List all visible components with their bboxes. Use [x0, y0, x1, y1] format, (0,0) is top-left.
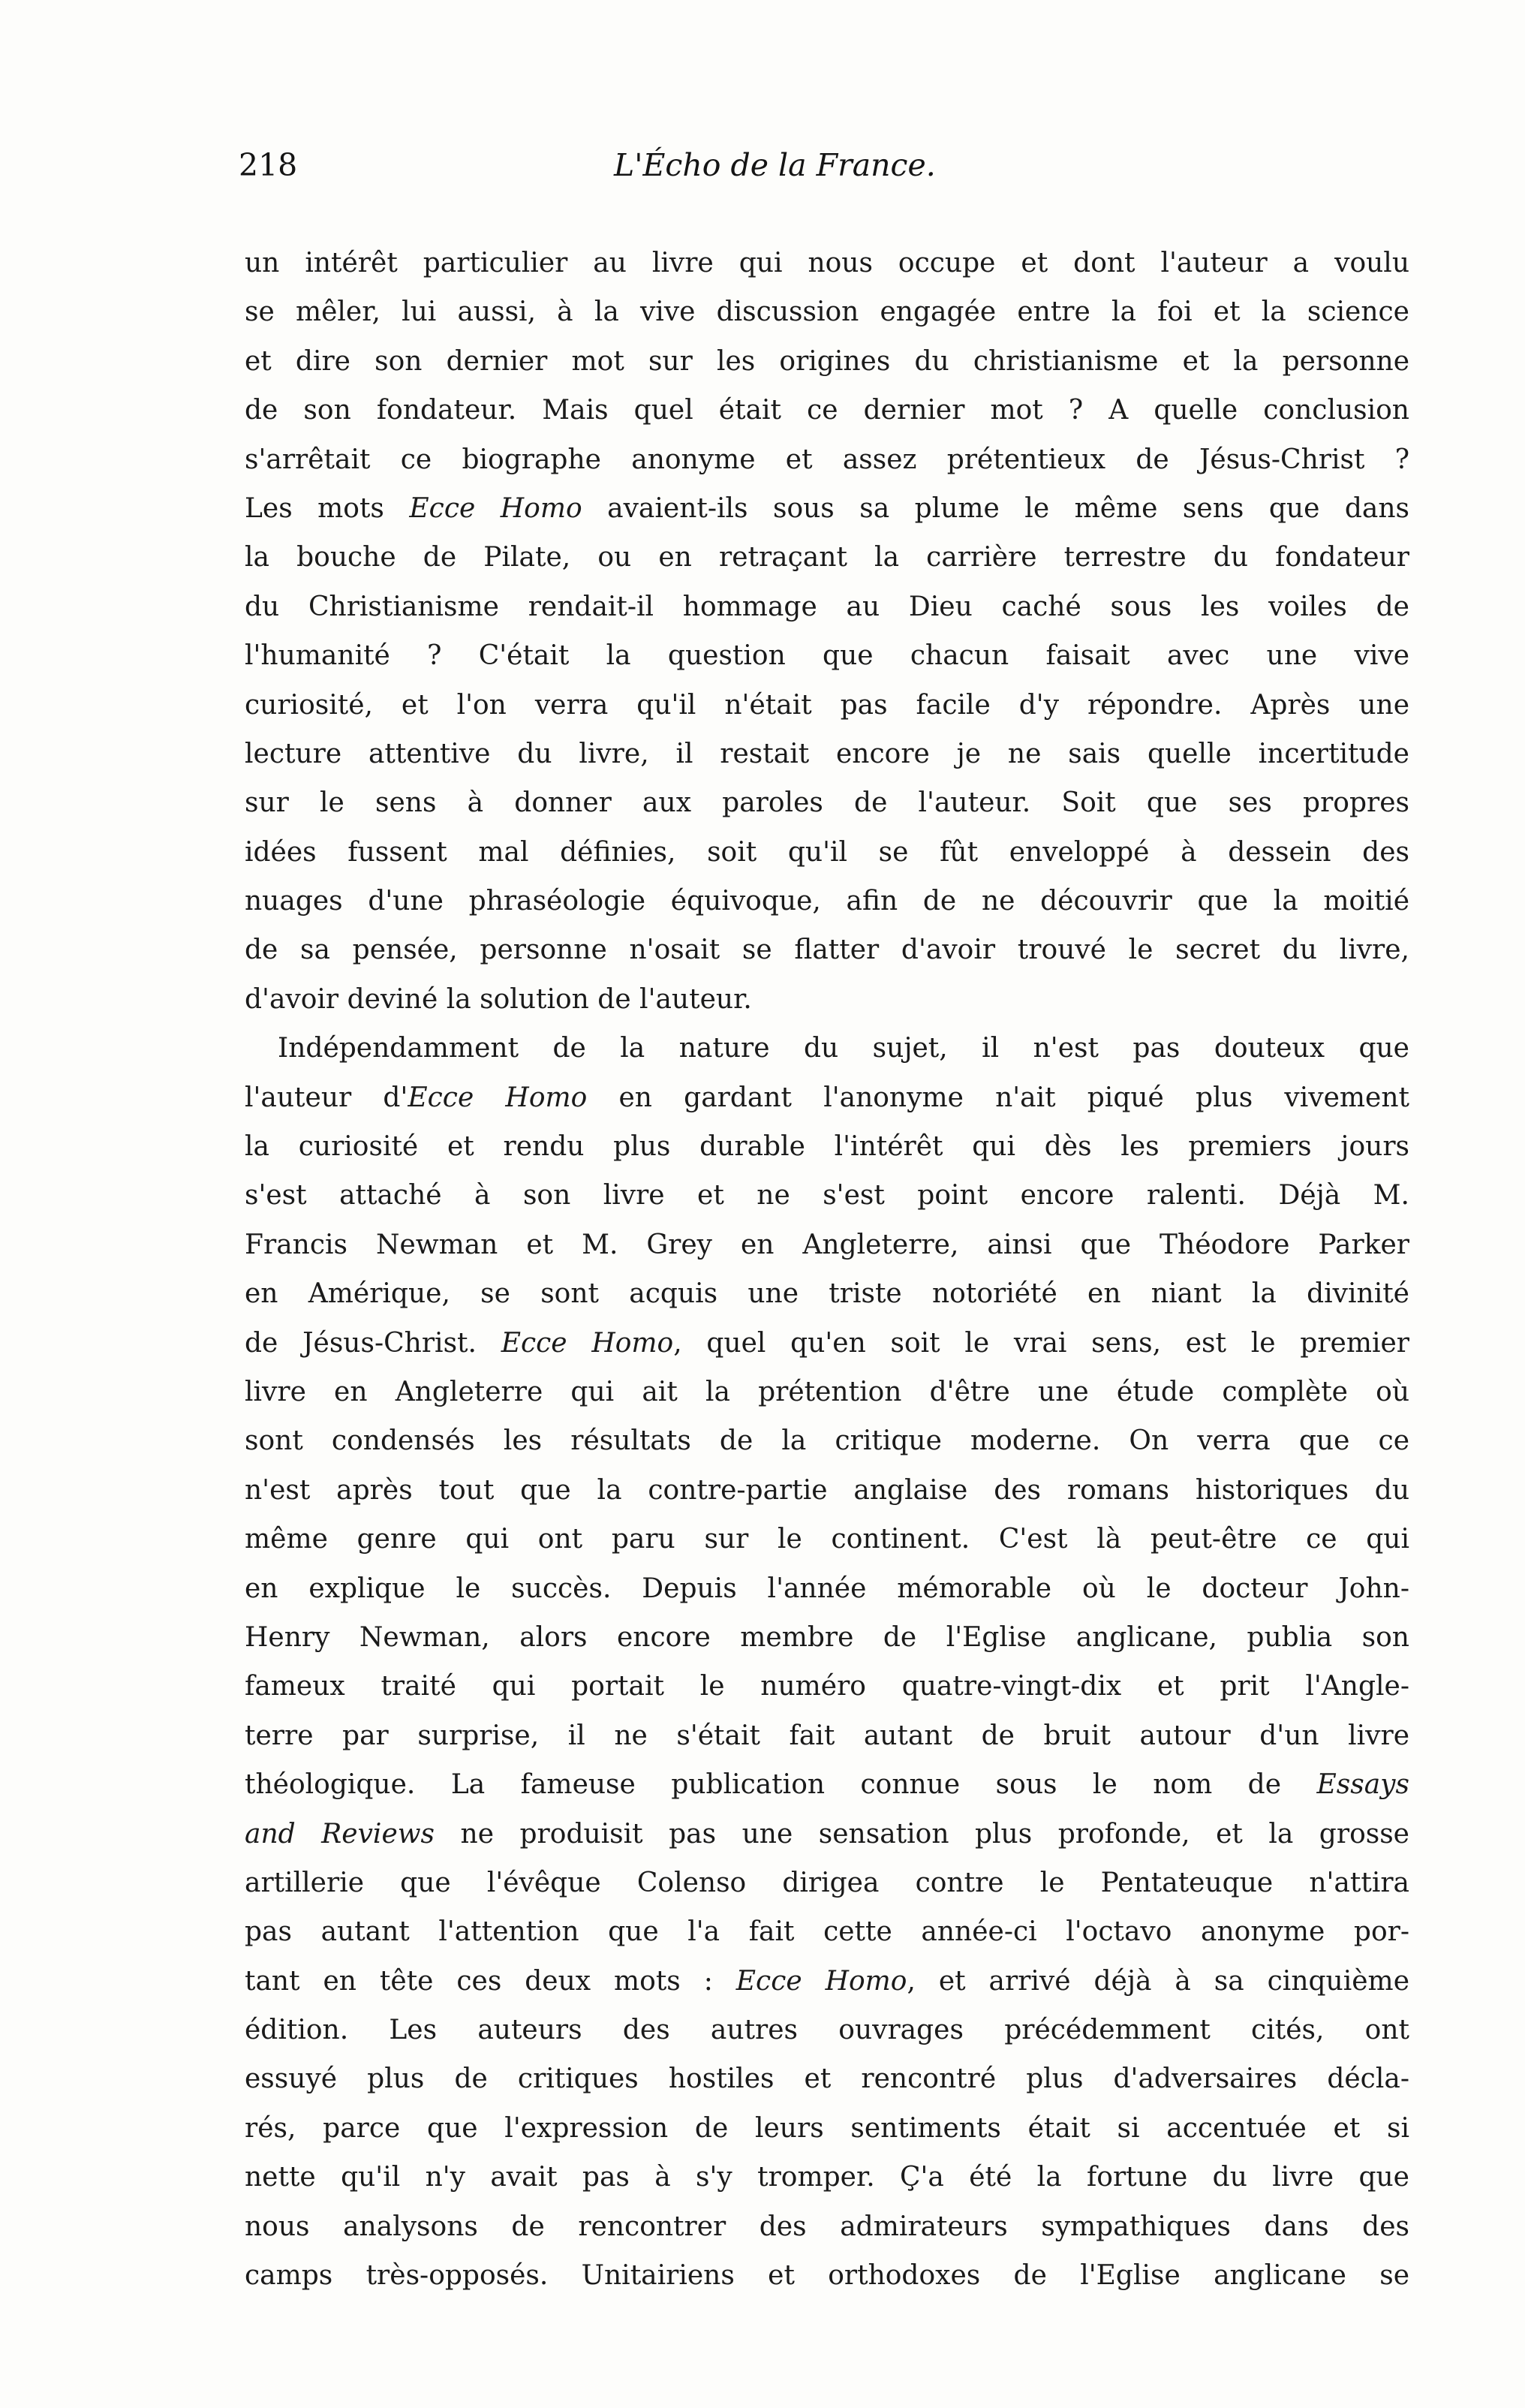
- text-line: fameux traité qui portait le numéro quatre-vingt-dix et prit l'Angle-: [245, 1671, 1409, 1702]
- text-line: pas autant l'attention que l'a fait cette année-ci l'octavo anonyme por-: [245, 1916, 1409, 1948]
- text-line: de Jésus-Christ. Ecce Homo, quel qu'en soit le vrai sens, est le premier: [245, 1327, 1409, 1359]
- text-line: artillerie que l'évêque Colenso dirigea contre le Pentateuque n'attira: [245, 1867, 1409, 1898]
- text-line: sont condensés les résultats de la critique moderne. On verra que ce: [245, 1425, 1409, 1457]
- text-line: curiosité, et l'on verra qu'il n'était pas facile d'y répondre. Après une: [245, 689, 1409, 721]
- running-title: L'Écho de la France.: [614, 147, 936, 183]
- text-line: d'avoir deviné la solution de l'auteur.: [245, 983, 752, 1015]
- text-line: camps très-opposés. Unitairiens et orthodoxes de l'Eglise anglicane se: [245, 2260, 1409, 2292]
- text-line: édition. Les auteurs des autres ouvrages précédemment cités, ont: [245, 2015, 1409, 2046]
- text-line: terre par surprise, il ne s'était fait autant de bruit autour d'un livre: [245, 1720, 1409, 1751]
- text-line: théologique. La fameuse publication connue sous le nom de Essays: [245, 1769, 1409, 1801]
- running-head: [239, 147, 1409, 200]
- text-line: en Amérique, se sont acquis une triste notoriété en niant la divinité: [245, 1278, 1409, 1310]
- text-line: Francis Newman et M. Grey en Angleterre, ainsi que Théodore Parker: [245, 1229, 1409, 1260]
- text-line: idées fussent mal définies, soit qu'il se fût enveloppé à dessein des: [245, 836, 1409, 868]
- text-line: et dire son dernier mot sur les origines du christianisme et la personne: [245, 345, 1409, 377]
- text-line: s'est attaché à son livre et ne s'est point encore ralenti. Déjà M.: [245, 1180, 1409, 1212]
- text-line: Les mots Ecce Homo avaient-ils sous sa plume le même sens que dans: [245, 492, 1409, 524]
- text-line: nuages d'une phraséologie équivoque, afin de ne découvrir que la moitié: [245, 886, 1409, 917]
- text-line: se mêler, lui aussi, à la vive discussion engagée entre la foi et la science: [245, 296, 1409, 328]
- text-line: and Reviews ne produisit pas une sensation plus profonde, et la grosse: [245, 1818, 1409, 1850]
- text-line: l'auteur d'Ecce Homo en gardant l'anonyme n'ait piqué plus vivement: [245, 1082, 1409, 1113]
- text-line: de sa pensée, personne n'osait se flatter d'avoir trouvé le secret du livre,: [245, 935, 1409, 966]
- text-line: livre en Angleterre qui ait la prétention d'être une étude complète où: [245, 1376, 1409, 1407]
- text-line: du Christianisme rendait-il hommage au Dieu caché sous les voiles de: [245, 591, 1409, 622]
- text-line: n'est après tout que la contre-partie anglaise des romans historiques du: [245, 1474, 1409, 1506]
- page-number: 218: [239, 147, 298, 183]
- text-line: nous analysons de rencontrer des admirateurs sympathiques dans des: [245, 2211, 1409, 2242]
- text-line: un intérêt particulier au livre qui nous occupe et dont l'auteur a voulu: [245, 248, 1409, 278]
- text-line: la bouche de Pilate, ou en retraçant la carrière terrestre du fondateur: [245, 542, 1409, 573]
- text-line: Indépendamment de la nature du sujet, il n'est pas douteux que: [278, 1033, 1409, 1064]
- text-line: même genre qui ont paru sur le continent. C'est là peut-être ce qui: [245, 1524, 1409, 1555]
- text-line: l'humanité ? C'était la question que chacun faisait avec une vive: [245, 640, 1409, 672]
- text-line: tant en tête ces deux mots : Ecce Homo, et arrivé déjà à sa cinquième: [245, 1965, 1409, 1997]
- text-line: en explique le succès. Depuis l'année mémorable où le docteur John-: [245, 1573, 1409, 1604]
- text-line: Henry Newman, alors encore membre de l'Eglise anglicane, publia son: [245, 1621, 1409, 1653]
- text-line: nette qu'il n'y avait pas à s'y tromper. Ç'a été la fortune du livre que: [245, 2162, 1409, 2193]
- text-line: la curiosité et rendu plus durable l'intérêt qui dès les premiers jours: [245, 1131, 1409, 1163]
- body-text: [245, 239, 1409, 2300]
- text-line: essuyé plus de critiques hostiles et rencontré plus d'adversaires décla-: [245, 2063, 1409, 2095]
- text-line: lecture attentive du livre, il restait encore je ne sais quelle incertitude: [245, 738, 1409, 769]
- text-line: rés, parce que l'expression de leurs sentiments était si accentuée et si: [245, 2112, 1409, 2144]
- text-line: de son fondateur. Mais quel était ce dernier mot ? A quelle conclusion: [245, 395, 1409, 426]
- text-line: sur le sens à donner aux paroles de l'auteur. Soit que ses propres: [245, 787, 1409, 819]
- text-line: s'arrêtait ce biographe anonyme et assez prétentieux de Jésus-Christ ?: [245, 444, 1409, 475]
